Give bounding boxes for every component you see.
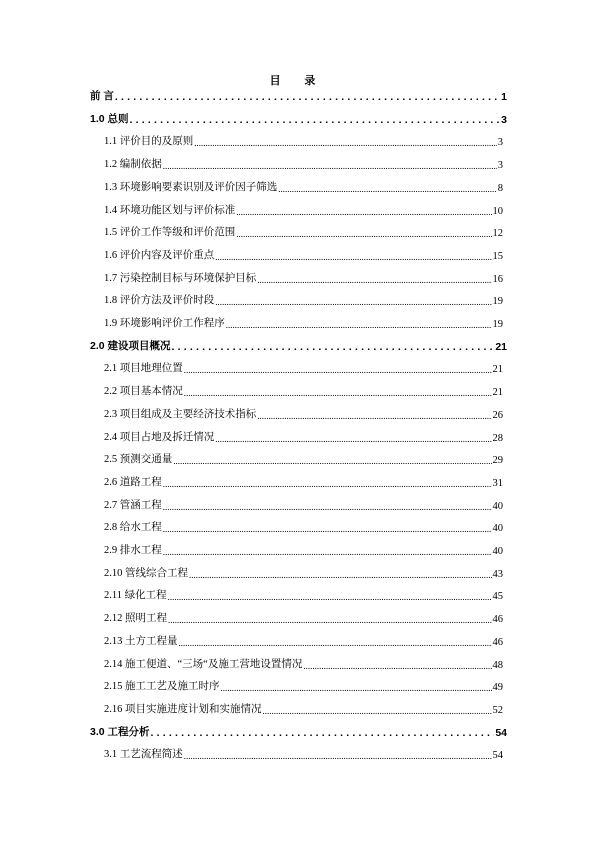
toc-section-entry[interactable]: [104, 156, 503, 171]
toc-leader-dots: [130, 115, 501, 126]
toc-entry-label: 1.3 环境影响要素识别及评价因子筛选: [104, 181, 278, 193]
toc-leader-dots: [257, 274, 491, 285]
toc-leader-dots: [163, 524, 492, 535]
toc-entry-label: 1.0 总则: [90, 112, 129, 125]
toc-page-number: 45: [492, 591, 503, 603]
toc-chapter-entry[interactable]: [90, 338, 507, 353]
toc-leader-dots: [215, 297, 491, 308]
toc-chapter-entry[interactable]: [90, 724, 507, 739]
toc-leader-dots: [236, 229, 491, 240]
toc-page-number: 21: [492, 364, 503, 376]
toc-leader-dots: [168, 615, 492, 626]
toc-page-number: 19: [492, 296, 503, 308]
toc-leader-dots: [226, 320, 492, 331]
toc-page-number: 12: [492, 228, 503, 240]
toc-page-number: 8: [497, 182, 503, 194]
toc-page-number: 48: [492, 659, 503, 671]
toc-section-entry[interactable]: [104, 565, 503, 580]
toc-entry-label: 前 言: [90, 90, 114, 102]
toc-section-entry[interactable]: [104, 746, 503, 761]
toc-entry-label: 2.13 土方工程量: [104, 635, 178, 647]
toc-page-number: 54: [495, 726, 507, 739]
toc-entry-label: 2.16 项目实施进度计划和实施情况: [104, 703, 262, 715]
toc-page-number: 21: [492, 387, 503, 399]
toc-entry-label: 2.4 项目占地及拆迁情况: [104, 431, 215, 443]
toc-page-number: 10: [492, 205, 503, 217]
toc-title: 目 录: [269, 74, 326, 87]
toc-section-entry[interactable]: [104, 247, 503, 262]
toc-entry-label: 2.10 管线综合工程: [104, 567, 188, 579]
toc-page-number: 40: [492, 500, 503, 512]
toc-page-number: 52: [492, 704, 503, 716]
toc-entry-label: 2.15 施工工艺及施工时序: [104, 681, 220, 693]
toc-section-entry[interactable]: [104, 270, 503, 285]
toc-entry-label: 1.5 评价工作等级和评价范围: [104, 227, 236, 239]
toc-leader-dots: [184, 751, 492, 762]
toc-leader-dots: [184, 365, 492, 376]
toc-section-entry[interactable]: [104, 360, 503, 375]
toc-section-entry[interactable]: [104, 610, 503, 625]
toc-entry-label: 2.2 项目基本情况: [104, 386, 183, 398]
toc-entry-label: 2.0 建设项目概况: [90, 339, 171, 352]
toc-entry-label: 2.12 照明工程: [104, 613, 167, 625]
toc-leader-dots: [179, 637, 492, 648]
toc-page-number: 40: [492, 546, 503, 557]
toc-leader-dots: [303, 660, 491, 671]
toc-entry-label: 1.9 环境影响评价工作程序: [104, 318, 225, 329]
toc-section-entry[interactable]: [104, 497, 503, 512]
toc-entry-label: 2.5 预测交通量: [104, 454, 173, 466]
toc-page-number: 3: [497, 160, 503, 172]
toc-entry-label: 1.7 污染控制目标与环境保护目标: [104, 272, 257, 284]
toc-leader-dots: [189, 569, 492, 580]
toc-section-entry[interactable]: [104, 451, 503, 466]
toc-entry-label: 2.11 绿化工程: [104, 590, 167, 602]
toc-leader-dots: [151, 728, 495, 739]
toc-page-number: 15: [492, 250, 503, 262]
toc-leader-dots: [257, 410, 491, 421]
toc-leader-dots: [236, 206, 491, 217]
toc-leader-dots: [163, 547, 492, 558]
toc-entry-label: 2.3 项目组成及主要经济技术指标: [104, 408, 257, 420]
toc-leader-dots: [168, 592, 492, 603]
toc-page-number: 40: [492, 523, 503, 535]
toc-entry-label: 2.9 排水工程: [104, 545, 162, 556]
toc-leader-dots: [172, 342, 495, 353]
toc-leader-dots: [278, 183, 497, 194]
toc-leader-dots: [115, 93, 500, 104]
toc-entry-label: 1.8 评价方法及评价时段: [104, 295, 215, 307]
toc-page-number: 3: [497, 137, 503, 149]
toc-page-number: 43: [492, 568, 503, 580]
toc-page-number: 1: [501, 91, 507, 103]
toc-leader-dots: [163, 501, 492, 512]
toc-entry-label: 2.6 道路工程: [104, 476, 162, 488]
toc-leader-dots: [184, 388, 492, 399]
toc-section-entry[interactable]: [104, 542, 503, 557]
toc-section-entry[interactable]: [104, 474, 503, 489]
toc-leader-dots: [221, 683, 492, 694]
toc-section-entry[interactable]: [104, 633, 503, 648]
toc-page-number: 16: [492, 273, 503, 285]
toc-page-number: 28: [492, 432, 503, 444]
toc-leader-dots: [163, 161, 497, 172]
toc-section-entry[interactable]: [104, 292, 503, 307]
toc-page-number: 46: [492, 636, 503, 648]
toc-entry-label: 3.1 工艺流程简述: [104, 749, 183, 761]
toc-entry-label: 3.0 工程分析: [90, 725, 150, 738]
toc-entry-label: 2.8 给水工程: [104, 522, 162, 534]
toc-section-entry[interactable]: [104, 383, 503, 398]
toc-section-entry[interactable]: [104, 429, 503, 444]
toc-section-entry[interactable]: [104, 587, 503, 602]
toc-entry-label: 2.1 项目地理位置: [104, 363, 183, 375]
toc-entry-label: 2.14 施工便道、“三场“及施工营地设置情况: [104, 658, 303, 670]
toc-chapter-entry[interactable]: [90, 88, 507, 103]
toc-page-number: 31: [492, 477, 503, 489]
toc-page-number: 3: [501, 113, 507, 126]
toc-leader-dots: [215, 251, 491, 262]
toc-leader-dots: [215, 433, 491, 444]
toc-page-number: 21: [495, 340, 507, 353]
toc-entry-label: 1.2 编制依据: [104, 159, 162, 171]
toc-entry-label: 1.4 环境功能区划与评价标准: [104, 204, 236, 216]
toc-section-entry[interactable]: [104, 133, 503, 148]
toc-leader-dots: [163, 478, 492, 489]
toc-section-entry[interactable]: [104, 678, 503, 693]
toc-chapter-entry[interactable]: [90, 111, 507, 126]
toc-entry-label: 1.6 评价内容及评价重点: [104, 249, 215, 261]
toc-page-number: 26: [492, 409, 503, 421]
toc-section-entry[interactable]: [104, 406, 503, 421]
toc-section-entry[interactable]: [104, 179, 503, 194]
toc-leader-dots: [263, 705, 492, 716]
toc-section-entry[interactable]: [104, 202, 503, 217]
toc-section-entry[interactable]: [104, 519, 503, 534]
toc-page-number: 46: [492, 614, 503, 626]
toc-page-number: 19: [492, 319, 503, 330]
toc-page-number: 54: [492, 750, 503, 762]
toc-section-entry[interactable]: [104, 656, 503, 671]
toc-page-number: 29: [492, 455, 503, 467]
toc-leader-dots: [173, 456, 491, 467]
toc-entry-label: 2.7 管涵工程: [104, 499, 162, 511]
toc-leader-dots: [194, 138, 497, 149]
toc-page-number: 49: [492, 682, 503, 694]
toc-entry-label: 1.1 评价目的及原则: [104, 136, 194, 148]
toc-section-entry[interactable]: [104, 224, 503, 239]
toc-section-entry[interactable]: [104, 701, 503, 716]
toc-section-entry[interactable]: [104, 315, 503, 330]
